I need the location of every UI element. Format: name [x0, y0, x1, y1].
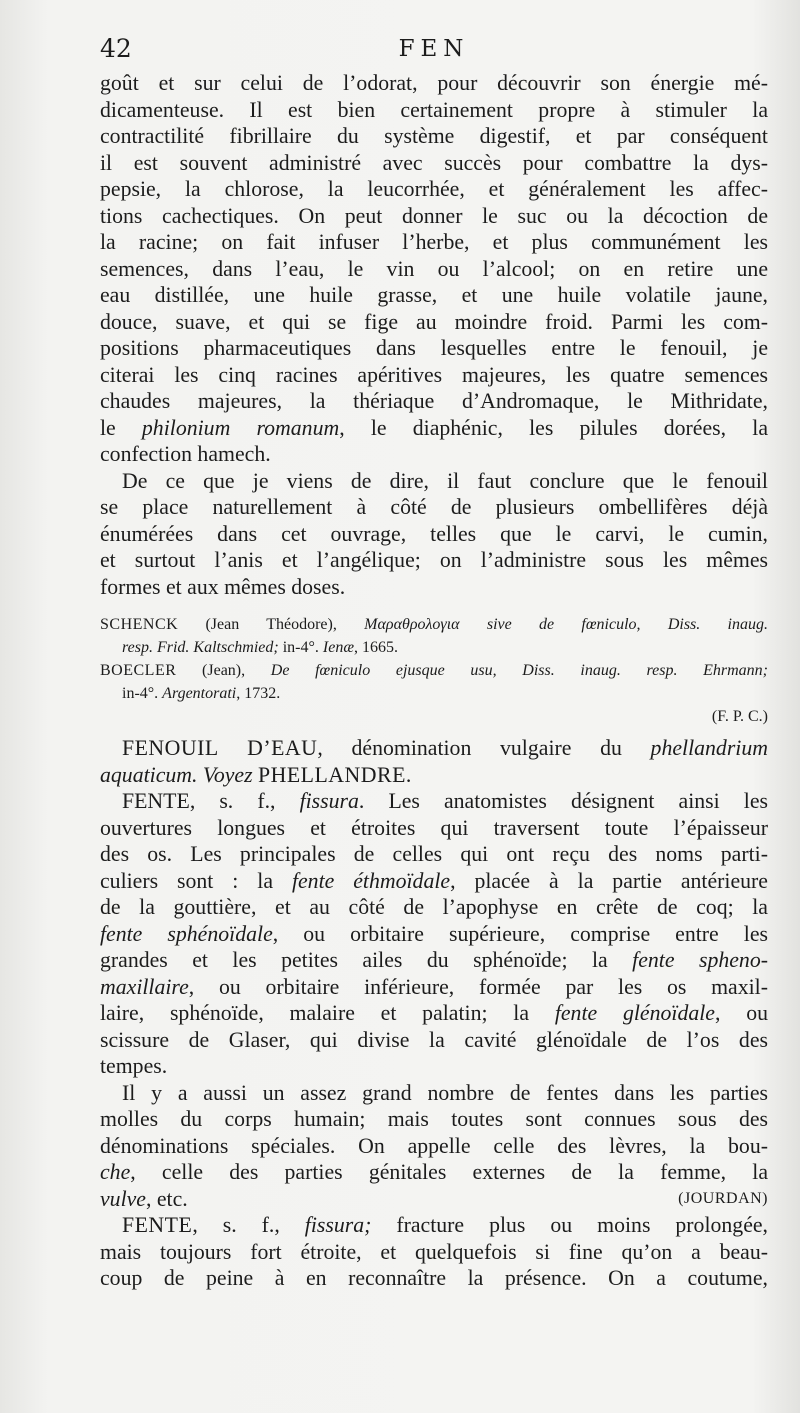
text-line: grandes et les petites ailes du sphénoïde; la fente spheno-	[100, 948, 768, 972]
text-line: se place naturellement à côté de plusieurs ombellifères déjà	[100, 495, 768, 519]
entry-headword: FENTE	[122, 789, 190, 813]
text-line: che, celle des parties génitales externes de la femme, la	[100, 1160, 768, 1184]
entry-fente	[100, 788, 768, 1080]
text-line: tempes.	[100, 1054, 168, 1078]
text-line	[100, 415, 768, 442]
bib-entry: SCHENCK (Jean Théodore), Μαραθρολογια sive de fœniculo, Diss. inaug.	[100, 616, 768, 633]
text-line: molles du corps humain; mais toutes sont connues sous des	[100, 1107, 768, 1131]
text-line: des os. Les principales de celles qui ont reçu des noms parti-	[100, 842, 768, 866]
paragraph	[100, 468, 768, 601]
text-line: chaudes majeures, la thériaque d’Andromaque, le Mithridate,	[100, 389, 768, 413]
text-line: citerai les cinq racines apéritives majeures, les quatre semences	[100, 362, 768, 387]
text-line: contractilité fibrillaire du système digestif, et par conséquent	[100, 124, 768, 148]
text-line: vulve, etc. (JOURDAN)	[100, 1186, 768, 1211]
text-line: aquaticum. Voyez PHELLANDRE.	[100, 762, 412, 787]
text-line: eau distillée, une huile grasse, et une huile volatile jaune,	[100, 283, 768, 307]
text-line: positions pharmaceutiques dans lesquelles entre le fenouil, je	[100, 336, 768, 360]
author-signature: (F. P. C.)	[711, 708, 768, 725]
page-number: 42	[100, 34, 132, 63]
text-line: coup de peine à en reconnaître la présence. On a coutume,	[100, 1266, 768, 1290]
entry-fenouil-deau	[100, 735, 768, 788]
text-line: pepsie, la chlorose, la leucorrhée, et généralement les affec-	[100, 177, 768, 201]
page-body	[100, 70, 768, 1292]
text-line: énumérées dans cet ouvrage, telles que le carvi, le cumin,	[100, 521, 768, 546]
text-line: scissure de Glaser, qui divise la cavité glénoïdale de l’os des	[100, 1027, 768, 1052]
paragraph-continuation	[100, 70, 768, 468]
paragraph	[100, 1080, 768, 1213]
bibliography	[100, 614, 768, 729]
text-line: De ce que je viens de dire, il faut conclure que le fenouil	[122, 468, 768, 493]
bib-entry-cont: in-4°. Argentorati, 1732.	[122, 685, 281, 702]
author-signature: (JOURDAN)	[678, 1189, 768, 1207]
text-line: il est souvent administré avec succès pour combattre la dys-	[100, 150, 768, 175]
text-line: dicamenteuse. Il est bien certainement propre à stimuler la	[100, 97, 768, 122]
text-line: mais toujours fort étroite, et quelquefois si fine qu’on a beau-	[100, 1239, 768, 1264]
text-line: culiers sont : la fente éthmoïdale, placée à la partie antérieure	[100, 868, 768, 893]
greek-title: Μαραθρολογια	[364, 616, 460, 633]
text-line: Il y a aussi un assez grand nombre de fentes dans les parties	[122, 1080, 768, 1105]
text-line: dénominations spéciales. On appelle celle des lèvres, la bou-	[100, 1133, 768, 1158]
text-line: FENOUIL D’EAU, dénomination vulgaire du phellandrium	[122, 736, 768, 760]
entry-fente-fracture	[100, 1212, 768, 1292]
text-line: confection hamech.	[100, 442, 271, 466]
text-line: FENTE, s. f., fissura. Les anatomistes désignent ainsi les	[122, 789, 768, 813]
text-line: douce, suave, et qui se fige au moindre froid. Parmi les com-	[100, 309, 768, 334]
entry-headword: FENOUIL D’EAU	[122, 736, 318, 760]
text-line: semences, dans l’eau, le vin ou l’alcool; on en retire une	[100, 256, 768, 281]
bib-entry-cont: resp. Frid. Kaltschmied; in-4°. Ienæ, 1665.	[122, 639, 399, 656]
page-header	[100, 34, 768, 70]
text-line: la racine; on fait infuser l’herbe, et plus communément les	[100, 230, 768, 254]
text-line: fente sphénoïdale, ou orbitaire supérieure, comprise entre les	[100, 921, 768, 946]
bib-entry: BOECLER (Jean), De fœniculo ejusque usu, Diss. inaug. resp. Ehrmann;	[100, 662, 768, 679]
text-line: et surtout l’anis et l’angélique; on l’administre sous les mêmes	[100, 548, 768, 572]
text-line: maxillaire, ou orbitaire inférieure, formée par les os maxil-	[100, 974, 768, 999]
entry-headword: FENTE	[122, 1213, 193, 1237]
text-line: ouvertures longues et étroites qui traversent toute l’épaisseur	[100, 815, 768, 840]
text-run: , le diaphénic, les pilules dorées, la	[339, 415, 768, 440]
cross-reference: PHELLANDRE.	[258, 762, 412, 787]
text-line: de la gouttière, et au côté de l’apophyse en crête de coq; la	[100, 895, 768, 919]
latin-term: philonium romanum	[141, 415, 340, 440]
text-line: FENTE, s. f., fissura; fracture plus ou moins prolongée,	[122, 1213, 768, 1237]
text-line: laire, sphénoïde, malaire et palatin; la fente glénoïdale, ou	[100, 1001, 768, 1025]
running-head: FEN	[398, 36, 470, 62]
bib-author: SCHENCK	[100, 616, 179, 633]
text-line: tions cachectiques. On peut donner le suc ou la décoction de	[100, 203, 768, 228]
text-run: le	[100, 415, 142, 440]
text-line: goût et sur celui de l’odorat, pour découvrir son énergie mé-	[100, 71, 768, 95]
text-line: formes et aux mêmes doses.	[100, 574, 346, 599]
bib-author: BOECLER	[100, 662, 177, 679]
